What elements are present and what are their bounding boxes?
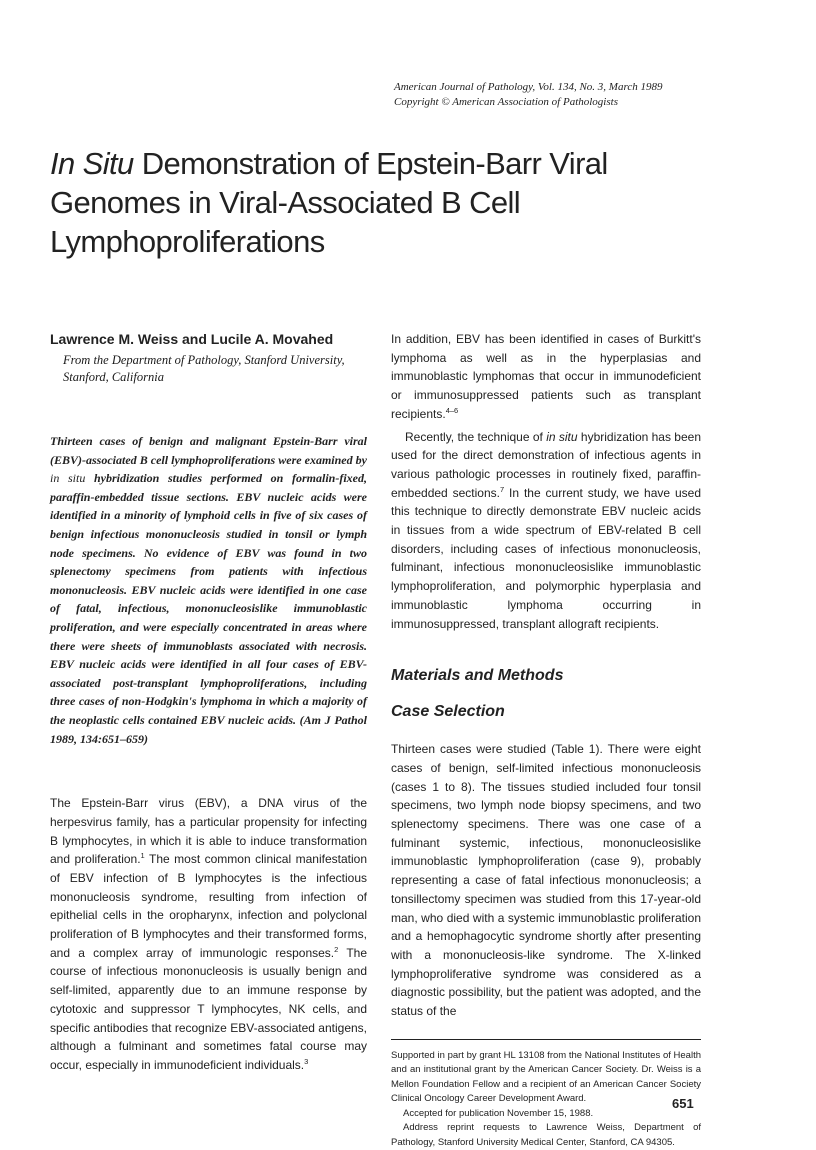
intro-text-d: In addition, EBV has been identified in cases of Burkitt's lymphoma as well as in the hyperplasias and immunoblastic lymphomas that occur in immunodeficient or immunosuppressed patients such as transplant recipients.: [391, 332, 701, 421]
section-heading-materials-methods: Materials and Methods: [391, 667, 564, 685]
ref-superscript: 3: [304, 1056, 309, 1066]
affiliation: From the Department of Pathology, Stanford University, Stanford, California: [63, 353, 345, 384]
ref-superscript: 4–6: [445, 405, 459, 415]
introduction-continued: [391, 330, 701, 424]
journal-header: [394, 80, 714, 110]
authors: Lawrence M. Weiss and Lucile A. Movahed: [50, 331, 334, 347]
footnotes: [391, 1049, 701, 1150]
right-column: [391, 330, 701, 1150]
article-title: [50, 144, 610, 261]
abstract-part-1: Thirteen cases of benign and malignant Epstein-Barr viral (EBV)-associated B cell lymphoproliferations were examined by: [50, 434, 367, 467]
ref-superscript: 1: [140, 851, 145, 861]
copyright-line: Copyright © American Association of Pathologists: [394, 96, 618, 108]
para2-text-b: hybridization has been used for the direct demonstration of infectious agents in various pathologic processes in routinely fixed, paraffin-embedded sections.: [391, 429, 701, 500]
title-rest: Demonstration of Epstein-Barr Viral Genomes in Viral-Associated B Cell Lymphoproliferations: [50, 146, 608, 259]
abstract-part-2: hybridization studies performed on formalin-fixed, paraffin-embedded tissue sections. EBV nucleic acids were identified in a minority of lymphoid cells in five of six cases of benign infectious mononucleosis studied in tonsil or lymph node specimens. No evidence of EBV was found in two splenectomy specimens from patients with infectious mononucleosis. EBV nucleic acids were identified in one case of fatal, infectious, mononucleosislike immunoblastic proliferation, and were especially concentrated in areas where there were sheets of immunoblasts associated with necrosis. EBV nucleic acids were identified in all four cases of EBV-associated post-transplant lymphoproliferations, including three cases of non-Hodgkin's lymphoma in which a majority of the neoplastic cells contained EBV nucleic acids. (Am J Pathol 1989, 134:651–659): [50, 471, 367, 746]
intro-text-b: The most common clinical manifestation of EBV infection of B lymphocytes is the infectious mononucleosis syndrome, resulting from infection of epithelial cells in the oropharynx, infection and polyclonal proliferation of B lymphocytes and their transformed forms, and a complex array of immunologic responses.: [50, 852, 367, 960]
case-selection-paragraph: Thirteen cases were studied (Table 1). There were eight cases of benign, self-limited infectious mononucleosis (cases 1 to 8). The tissues studied included four tonsil specimens, two lymph node biopsy specimens, and two splenectomy specimens. There was one case of a fulminant systemic, infectious, mononucleosislike immunoblastic lymphoproliferation (case 9), probably representing a case of fatal infectious mononucleosis; a tonsillectomy specimen was studied from this 17-year-old man, who died with a systemic immunoblastic proliferation and a hemophagocytic syndrome shortly after presenting with a mononucleosis-like syndrome. The X-linked lymphoproliferative syndrome was considered as a diagnostic possibility, but the patient was adopted, and the status of the: [391, 742, 701, 1019]
para2-in-situ: in situ: [546, 429, 578, 444]
abstract: [50, 432, 367, 748]
title-italic-part: In Situ: [50, 146, 134, 181]
ref-superscript: 2: [334, 944, 339, 954]
intro-text-c: The course of infectious mononucleosis is usually benign and self-limited, apparently due to an immune response by cytotoxic and suppressor T lymphocytes, NK cells, and specific antibodies that recognize EBV-associated antigens, although a fulminant and sometimes fatal course may occur, especially in immunodeficient individuals.: [50, 945, 367, 1072]
footnote-divider: [391, 1039, 701, 1040]
journal-citation: American Journal of Pathology, Vol. 134, No. 3, March 1989: [394, 81, 663, 93]
page-number: 651: [672, 1096, 694, 1111]
para2-text-a: Recently, the technique of: [405, 429, 547, 444]
para2-text-c: In the current study, we have used this technique to directly demonstrate EBV nucleic acids in tissues from a wide spectrum of EBV-related B cell disorders, including cases of infectious mononucleosis, fulminant, infectious mononucleosislike immunoblastic lymphoproliferation, and polymorphic hyperplasia and immunoblastic lymphoma occurring in immunosuppressed, transplant allograft recipients.: [391, 485, 701, 631]
ref-superscript: 7: [499, 484, 505, 494]
technique-paragraph: [391, 428, 701, 634]
introduction-paragraph: [50, 794, 367, 1075]
intro-text-a: The Epstein-Barr virus (EBV), a DNA virus of the herpesvirus family, has a particular propensity for infecting B lymphocytes, in which it is able to induce transformation and proliferation.: [50, 796, 367, 867]
footnote-accepted: Accepted for publication November 15, 1988.: [403, 1107, 594, 1119]
footnote-reprint: Address reprint requests to Lawrence Weiss, Department of Pathology, Stanford University Medical Center, Stanford, CA 94305.: [391, 1122, 701, 1148]
left-column: [50, 330, 367, 1075]
abstract-in-situ: in situ: [50, 471, 86, 486]
footnote-support: Supported in part by grant HL 13108 from the National Institutes of Health and an institutional grant by the American Cancer Society. Dr. Weiss is a Mellon Foundation Fellow and a recipient of an American Cancer Society Clinical Oncology Career Development Award.: [391, 1049, 701, 1105]
subsection-heading-case-selection: Case Selection: [391, 703, 505, 721]
